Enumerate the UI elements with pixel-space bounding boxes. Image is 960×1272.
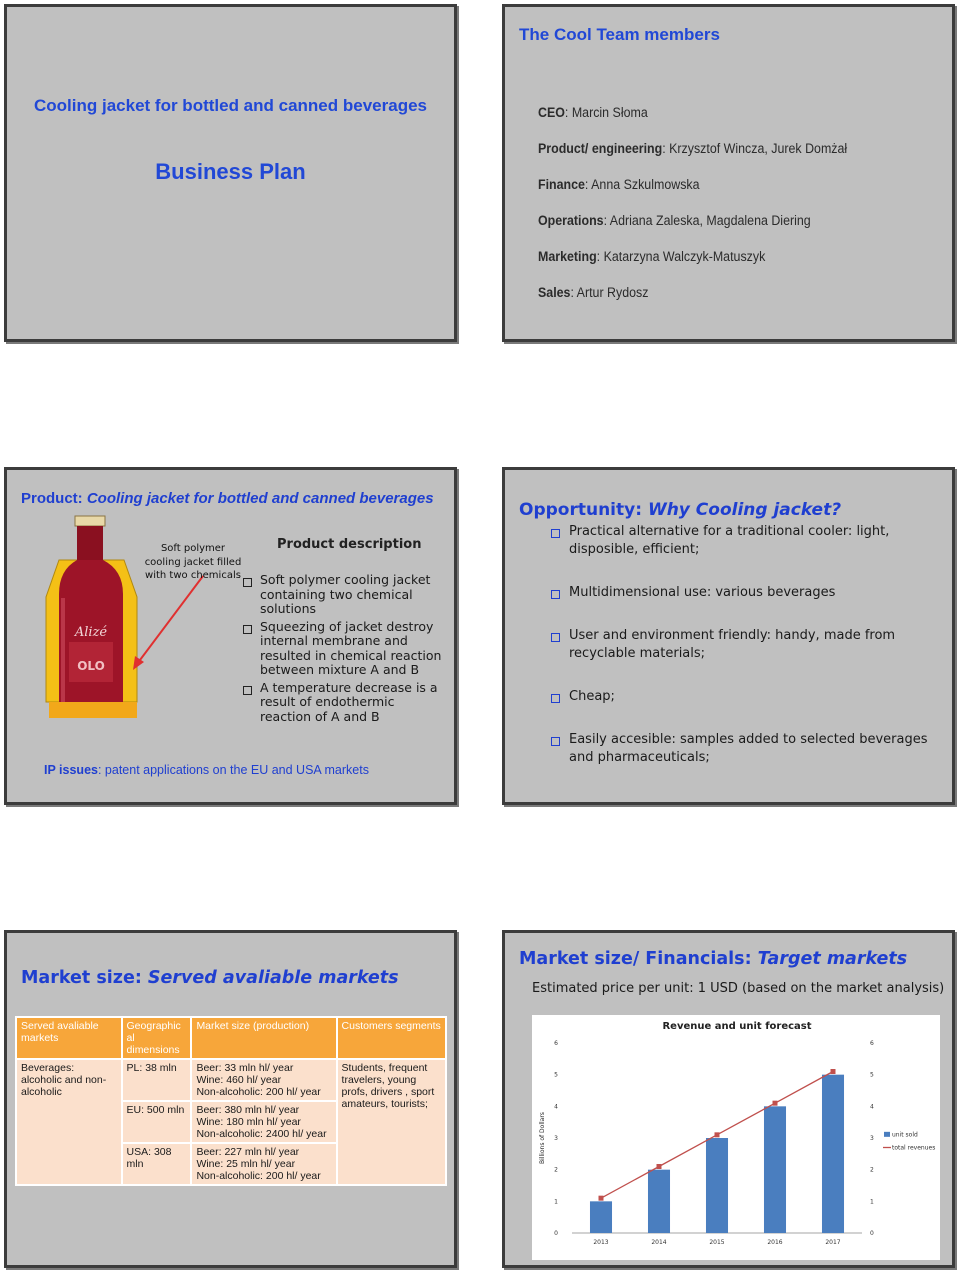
chart-bar [590,1201,612,1233]
y-tick-label: 2 [554,1166,558,1174]
y-tick-label: 4 [554,1103,558,1111]
product-description-list [243,573,443,727]
team-title: The Cool Team members [519,25,720,44]
table-row [16,1059,446,1101]
legend-swatch-unit-sold [884,1132,890,1137]
checkbox-bullet-icon [243,686,252,695]
x-tick-label: 2015 [709,1239,725,1246]
opportunity-list [569,523,939,792]
checkbox-bullet-icon [243,578,252,587]
y2-tick-label: 3 [870,1135,874,1142]
slide-product [4,467,457,805]
slide-opportunity [502,467,955,805]
x-tick-label: 2017 [825,1239,841,1246]
presentation-subtitle: Business Plan [155,159,306,184]
y-axis-label: Billions of Dollars [539,1112,546,1164]
checkbox-bullet-icon [551,694,560,703]
list-item: Easily accesible: samples added to selected beverages and pharmaceuticals; [569,731,939,767]
chart-title: Revenue and unit forecast [662,1021,812,1032]
slide-title [4,4,457,342]
table-cell-size: Beer: 380 mln hl/ year Wine: 180 mln hl/ year Non-alcoholic: 2400 hl/ year [191,1101,336,1143]
y2-tick-label: 5 [870,1071,874,1079]
table-header-row [16,1017,446,1059]
slide-team [502,4,955,342]
table-cell-geo: USA: 308 mln [122,1143,192,1185]
member-product: Product/ engineering: Krzysztof Wincza, Jurek Domżał [538,141,848,156]
chart-bar [706,1138,728,1233]
y2-tick-label: 2 [870,1166,874,1174]
member-sales: Sales: Artur Rydosz [538,285,649,300]
pointer-arrow-icon [127,572,207,672]
chart-bar [648,1170,670,1233]
chart-container [532,1015,940,1260]
table-cell-geo: EU: 500 mln [122,1101,192,1143]
slide-financials [502,930,955,1268]
table-header-cell: Customers segments [337,1017,446,1059]
table-header-cell: Served avaliable markets [16,1017,122,1059]
slide-market-size [4,930,457,1268]
price-subtitle: Estimated price per unit: 1 USD (based on the market analysis) [532,981,945,996]
checkbox-bullet-icon [551,529,560,538]
y-tick-label: 5 [554,1071,558,1079]
chart-bar [764,1106,786,1233]
member-ceo: CEO: Marcin Słoma [538,105,648,120]
table-header-cell: Geographic al dimensions [122,1017,192,1059]
product-description-heading: Product description [277,537,422,552]
y-tick-label: 6 [554,1040,558,1047]
market-table [15,1016,447,1186]
revenue-point [657,1164,662,1169]
member-marketing: Marketing: Katarzyna Walczyk-Matuszyk [538,249,766,264]
y-tick-label: 0 [554,1230,558,1237]
checkbox-bullet-icon [243,625,252,634]
presentation-title: Cooling jacket for bottled and canned beverages [34,96,427,115]
table-cell-customers: Students, frequent travelers, young profs, drivers , sport amateurs, tourists; [337,1059,446,1185]
list-item: A temperature decrease is a result of endothermic reaction of A and B [243,681,443,725]
market-size-title: Market size: Served avaliable markets [21,968,399,988]
table-cell-size: Beer: 227 mln hl/ year Wine: 25 mln hl/ year Non-alcoholic: 200 hl/ year [191,1143,336,1185]
revenue-point [715,1132,720,1137]
y2-tick-label: 0 [870,1230,874,1237]
table-cell-size: Beer: 33 mln hl/ year Wine: 460 hl/ year Non-alcoholic: 200 hl/ year [191,1059,336,1101]
chart-bar [822,1075,844,1233]
product-title: Product: Cooling jacket for bottled and canned beverages [21,490,434,507]
y-tick-label: 1 [554,1198,558,1206]
list-item: User and environment friendly: handy, made from recyclable materials; [569,627,939,663]
legend-label-total-revenues: total revenues [892,1144,936,1152]
bottle-brand-label: Alizé [74,625,108,640]
list-item: Cheap; [569,688,939,706]
member-operations: Operations: Adriana Zaleska, Magdalena Diering [538,213,811,228]
y2-tick-label: 4 [870,1103,874,1111]
checkbox-bullet-icon [551,590,560,599]
financials-title: Market size/ Financials: Target markets [519,949,908,969]
opportunity-title: Opportunity: Why Cooling jacket? [519,500,842,520]
revenue-point [773,1101,778,1106]
table-cell-geo: PL: 38 mln [122,1059,192,1101]
y2-tick-label: 6 [870,1040,874,1047]
revenue-point [599,1196,604,1201]
legend-label-unit-sold: unit sold [892,1131,918,1139]
checkbox-bullet-icon [551,633,560,642]
list-item: Multidimensional use: various beverages [569,584,939,602]
list-item: Squeezing of jacket destroy internal membrane and resulted in chemical reaction between mixture A and B [243,620,443,678]
x-tick-label: 2016 [767,1239,783,1246]
x-tick-label: 2013 [593,1239,609,1246]
y2-tick-label: 1 [870,1198,874,1206]
checkbox-bullet-icon [551,737,560,746]
svg-text:OLO: OLO [77,659,105,673]
table-cell-market: Beverages: alcoholic and non-alcoholic [16,1059,122,1185]
jacket-label: Soft polymer cooling jacket filled with two chemicals [144,543,242,581]
revenue-chart [532,1015,940,1260]
revenue-point [831,1069,836,1074]
ip-issues: IP issues: patent applications on the EU and USA markets [44,763,369,777]
x-tick-label: 2014 [651,1239,667,1246]
table-header-cell: Market size (production) [191,1017,336,1059]
y-tick-label: 3 [554,1135,558,1142]
list-item: Practical alternative for a traditional cooler: light, disposible, efficient; [569,523,939,559]
list-item: Soft polymer cooling jacket containing two chemical solutions [243,573,443,617]
member-finance: Finance: Anna Szkulmowska [538,177,700,192]
